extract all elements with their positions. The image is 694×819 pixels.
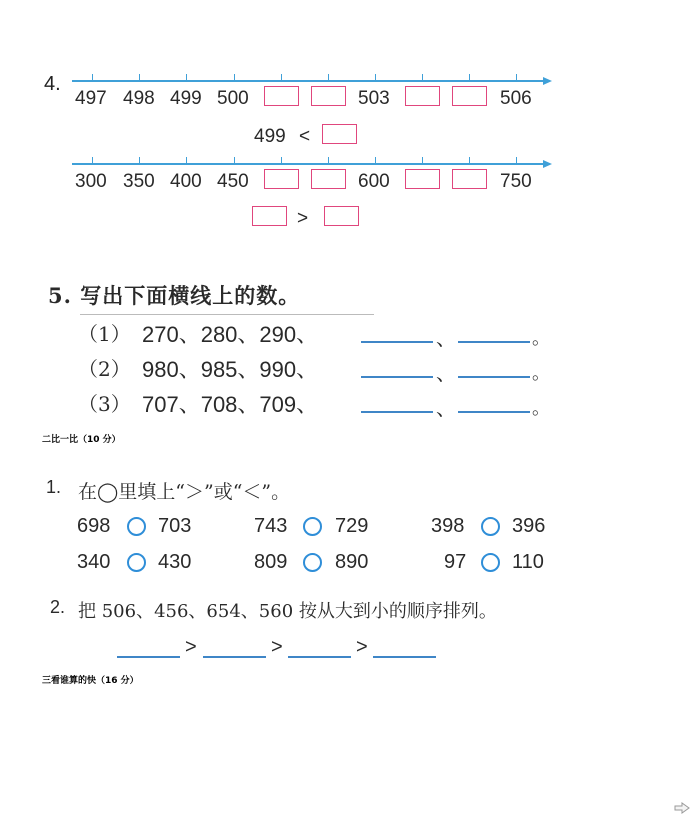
tick-label: 300 — [75, 171, 107, 192]
answer-box[interactable] — [264, 86, 299, 106]
answer-blank[interactable] — [361, 341, 433, 343]
tick-label: 503 — [358, 88, 390, 109]
answer-box[interactable] — [452, 86, 487, 106]
answer-box[interactable] — [405, 86, 440, 106]
tick-label: 499 — [170, 88, 202, 109]
answer-box[interactable] — [311, 169, 346, 189]
answer-blank[interactable] — [361, 411, 433, 413]
compare-number: 340 — [77, 551, 111, 573]
answer-blank[interactable] — [361, 376, 433, 378]
compare-number: 110 — [512, 551, 544, 573]
tick-label: 350 — [123, 171, 155, 192]
greater-than-sign: > — [356, 636, 368, 658]
answer-box[interactable] — [311, 86, 346, 106]
compare-circle[interactable] — [481, 553, 500, 572]
greater-than-sign: > — [185, 636, 197, 658]
ordering-instruction: 把 506、456、654、560 按从大到小的顺序排列。 — [78, 601, 497, 622]
row-label: （1） — [78, 322, 131, 346]
compare-number: 729 — [335, 515, 369, 537]
row-label: （3） — [78, 392, 131, 416]
answer-box[interactable] — [452, 169, 487, 189]
tick-label: 600 — [358, 171, 390, 192]
answer-blank[interactable] — [117, 656, 180, 658]
tick-label: 506 — [500, 88, 532, 109]
section-heading: 二比一比（10 分） — [42, 435, 121, 445]
compare-circle[interactable] — [303, 517, 322, 536]
next-page-icon[interactable] — [674, 802, 690, 814]
answer-blank[interactable] — [288, 656, 351, 658]
compare-instruction: 在◯里填上“＞”或“＜”。 — [78, 481, 291, 503]
answer-box[interactable] — [252, 206, 287, 226]
tick-label: 500 — [217, 88, 249, 109]
compare-circle[interactable] — [303, 553, 322, 572]
compare-number: 97 — [444, 551, 467, 573]
compare-number: 743 — [254, 515, 288, 537]
compare-number: 890 — [335, 551, 369, 573]
tick-label: 750 — [500, 171, 532, 192]
answer-box[interactable] — [324, 206, 359, 226]
question-number: 2. — [50, 597, 66, 617]
section-heading: 三看谁算的快（16 分） — [42, 676, 139, 686]
period: 。 — [532, 398, 550, 419]
sequence: 980、985、990、 — [142, 357, 319, 382]
question-number: 4. — [44, 73, 61, 95]
period: 。 — [532, 363, 550, 384]
compare-number: 698 — [77, 515, 111, 537]
question-number: 1. — [46, 477, 62, 497]
answer-blank[interactable] — [458, 376, 530, 378]
tick-label: 450 — [217, 171, 249, 192]
compare-operator: > — [297, 208, 309, 229]
compare-number: 398 — [431, 515, 465, 537]
tick-label: 497 — [75, 88, 107, 109]
sequence: 270、280、290、 — [142, 322, 319, 347]
compare-circle[interactable] — [481, 517, 500, 536]
tick-label: 498 — [123, 88, 155, 109]
row-label: （2） — [78, 357, 131, 381]
compare-number: 430 — [158, 551, 192, 573]
compare-left-number: 499 — [254, 126, 286, 147]
compare-circle[interactable] — [127, 553, 146, 572]
answer-box[interactable] — [322, 124, 357, 144]
answer-blank[interactable] — [203, 656, 266, 658]
answer-blank[interactable] — [458, 341, 530, 343]
divider — [80, 314, 374, 315]
tick-label: 400 — [170, 171, 202, 192]
separator: 、 — [436, 396, 456, 420]
answer-box[interactable] — [405, 169, 440, 189]
compare-number: 396 — [512, 515, 546, 537]
answer-blank[interactable] — [373, 656, 436, 658]
answer-box[interactable] — [264, 169, 299, 189]
separator: 、 — [436, 326, 456, 350]
compare-number: 703 — [158, 515, 192, 537]
separator: 、 — [436, 361, 456, 385]
sequence: 707、708、709、 — [142, 392, 319, 417]
greater-than-sign: > — [271, 636, 283, 658]
compare-circle[interactable] — [127, 517, 146, 536]
period: 。 — [532, 328, 550, 349]
compare-operator: < — [299, 126, 311, 147]
compare-number: 809 — [254, 551, 288, 573]
question-5-title: 5. 写出下面横线上的数。 — [48, 283, 301, 308]
answer-blank[interactable] — [458, 411, 530, 413]
